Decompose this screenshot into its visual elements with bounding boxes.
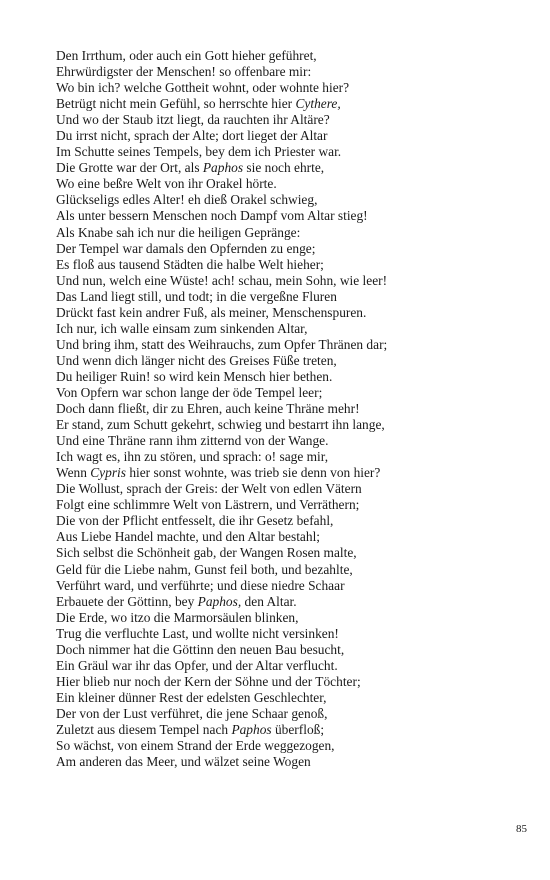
line-text: Du heiliger Ruin! so wird kein Mensch hier bethen. — [56, 368, 333, 384]
poem-line — [56, 273, 536, 289]
poem-line — [56, 497, 536, 513]
line-text: Der von der Lust verführet, die jene Schaar genoß, — [56, 705, 328, 721]
line-text: Wo eine beßre Welt von ihr Orakel hörte. — [56, 176, 277, 192]
poem-line — [56, 465, 536, 481]
poem-line — [56, 562, 536, 578]
line-text: überfloß; — [271, 721, 325, 737]
line-text: Als Knabe sah ich nur die heiligen Gepränge: — [56, 224, 301, 240]
line-text: So wächst, von einem Strand der Erde weggezogen, — [56, 738, 335, 754]
poem-line — [56, 433, 536, 449]
poem-line — [56, 706, 536, 722]
poem-line — [56, 626, 536, 642]
line-text: Und wenn dich länger nicht des Greises Füße treten, — [56, 352, 337, 368]
poem-line — [56, 257, 536, 273]
poem-line — [56, 369, 536, 385]
poem-line — [56, 513, 536, 529]
poem-line — [56, 289, 536, 305]
poem-line — [56, 208, 536, 224]
italic-name: Paphos, — [197, 593, 242, 609]
poem-line — [56, 722, 536, 738]
line-text: Am anderen das Meer, und wälzet seine Wogen — [56, 754, 311, 770]
poem-line — [56, 321, 536, 337]
line-text: Glückseligs edles Alter! eh dieß Orakel schwieg, — [56, 192, 318, 208]
poem-line — [56, 192, 536, 208]
poem-line — [56, 610, 536, 626]
poem-line — [56, 241, 536, 257]
line-text: Im Schutte seines Tempels, bey dem ich Priester war. — [56, 144, 342, 160]
line-text: Der Tempel war damals den Opfernden zu enge; — [56, 240, 316, 256]
line-text: Zuletzt aus diesem Tempel nach — [56, 721, 232, 737]
line-text: Wenn — [56, 465, 91, 481]
line-text: Die Wollust, sprach der Greis: der Welt von edlen Vätern — [56, 481, 362, 497]
line-text: Erbauete der Göttinn, bey — [56, 593, 198, 609]
poem-line — [56, 578, 536, 594]
poem-line — [56, 48, 536, 64]
poem-line — [56, 337, 536, 353]
poem-line — [56, 96, 536, 112]
page-number: 85 — [516, 823, 527, 835]
poem-line — [56, 385, 536, 401]
italic-name: Cythere, — [295, 96, 341, 112]
line-text: Betrügt nicht mein Gefühl, so herrschte hier — [56, 96, 296, 112]
line-text: Ich nur, ich walle einsam zum sinkenden Altar, — [56, 320, 308, 336]
line-text: Sich selbst die Schönheit gab, der Wangen Rosen malte, — [56, 545, 357, 561]
poem-line — [56, 128, 536, 144]
line-text: Ehrwürdigster der Menschen! so offenbare mir: — [56, 64, 312, 80]
line-text: Drückt fast kein andrer Fuß, als meiner, Menschenspuren. — [56, 304, 367, 320]
poem-line — [56, 112, 536, 128]
line-text: den Altar. — [241, 593, 297, 609]
italic-name: Cypris — [90, 465, 126, 481]
line-text: Ein Gräul war ihr das Opfer, und der Altar verflucht. — [56, 657, 338, 673]
poem-line — [56, 144, 536, 160]
poem-line — [56, 160, 536, 176]
poem-line — [56, 481, 536, 497]
poem-line — [56, 754, 536, 770]
poem-text — [56, 48, 536, 770]
poem-line — [56, 545, 536, 561]
line-text: hier sonst wohnte, was trieb sie denn von hier? — [125, 465, 381, 481]
line-text: Hier blieb nur noch der Kern der Söhne und der Töchter; — [56, 673, 361, 689]
line-text: Die Erde, wo itzo die Marmorsäulen blinken, — [56, 609, 299, 625]
line-text: Die Grotte war der Ort, als — [56, 160, 203, 176]
poem-line — [56, 305, 536, 321]
poem-line — [56, 658, 536, 674]
line-text: Doch dann fließt, dir zu Ehren, auch keine Thräne mehr! — [56, 401, 360, 417]
line-text: Die von der Pflicht entfesselt, die ihr Gesetz befahl, — [56, 513, 334, 529]
line-text: Trug die verfluchte Last, und wollte nicht versinken! — [56, 625, 339, 641]
line-text: sie noch ehrte, — [243, 160, 325, 176]
italic-name: Paphos — [231, 721, 272, 737]
line-text: Du irrst nicht, sprach der Alte; dort lieget der Altar — [56, 128, 328, 144]
line-text: Wo bin ich? welche Gottheit wohnt, oder wohnte hier? — [56, 80, 350, 96]
poem-line — [56, 353, 536, 369]
line-text: Ich wagt es, ihn zu stören, und sprach: o! sage mir, — [56, 449, 329, 465]
line-text: Er stand, zum Schutt gekehrt, schwieg und bestarrt ihn lange, — [56, 417, 385, 433]
poem-line — [56, 449, 536, 465]
line-text: Als unter bessern Menschen noch Dampf vom Altar stieg! — [56, 208, 368, 224]
poem-line — [56, 80, 536, 96]
line-text: Das Land liegt still, und todt; in die vergeßne Fluren — [56, 288, 337, 304]
italic-name: Paphos — [202, 160, 244, 176]
line-text: Geld für die Liebe nahm, Gunst feil both, und bezahlte, — [56, 561, 353, 577]
line-text: Folgt eine schlimmre Welt von Lästrern, und Verräthern; — [56, 497, 360, 513]
line-text: Und nun, welch eine Wüste! ach! schau, mein Sohn, wie leer! — [56, 272, 388, 288]
poem-line — [56, 529, 536, 545]
line-text: Ein kleiner dünner Rest der edelsten Geschlechter, — [56, 689, 327, 705]
line-text: Verführt ward, und verführte; und diese niedre Schaar — [56, 577, 345, 593]
line-text: Und eine Thräne rann ihm zitternd von der Wange. — [56, 433, 329, 449]
poem-line — [56, 594, 536, 610]
line-text: Es floß aus tausend Städten die halbe Welt hieher; — [56, 256, 324, 272]
line-text: Und bring ihm, statt des Weihrauchs, zum Opfer Thränen dar; — [56, 336, 388, 352]
line-text: Aus Liebe Handel machte, und den Altar bestahl; — [56, 529, 321, 545]
poem-line — [56, 64, 536, 80]
poem-line — [56, 176, 536, 192]
poem-line — [56, 690, 536, 706]
poem-line — [56, 674, 536, 690]
poem-line — [56, 225, 536, 241]
line-text: Den Irrthum, oder auch ein Gott hieher geführet, — [56, 48, 317, 63]
poem-line — [56, 738, 536, 754]
line-text: Von Opfern war schon lange der öde Tempel leer; — [56, 384, 323, 400]
line-text: Und wo der Staub itzt liegt, da rauchten ihr Altäre? — [56, 112, 330, 128]
poem-line — [56, 401, 536, 417]
poem-line — [56, 642, 536, 658]
poem-line — [56, 417, 536, 433]
line-text: Doch nimmer hat die Göttinn den neuen Bau besucht, — [56, 641, 345, 657]
